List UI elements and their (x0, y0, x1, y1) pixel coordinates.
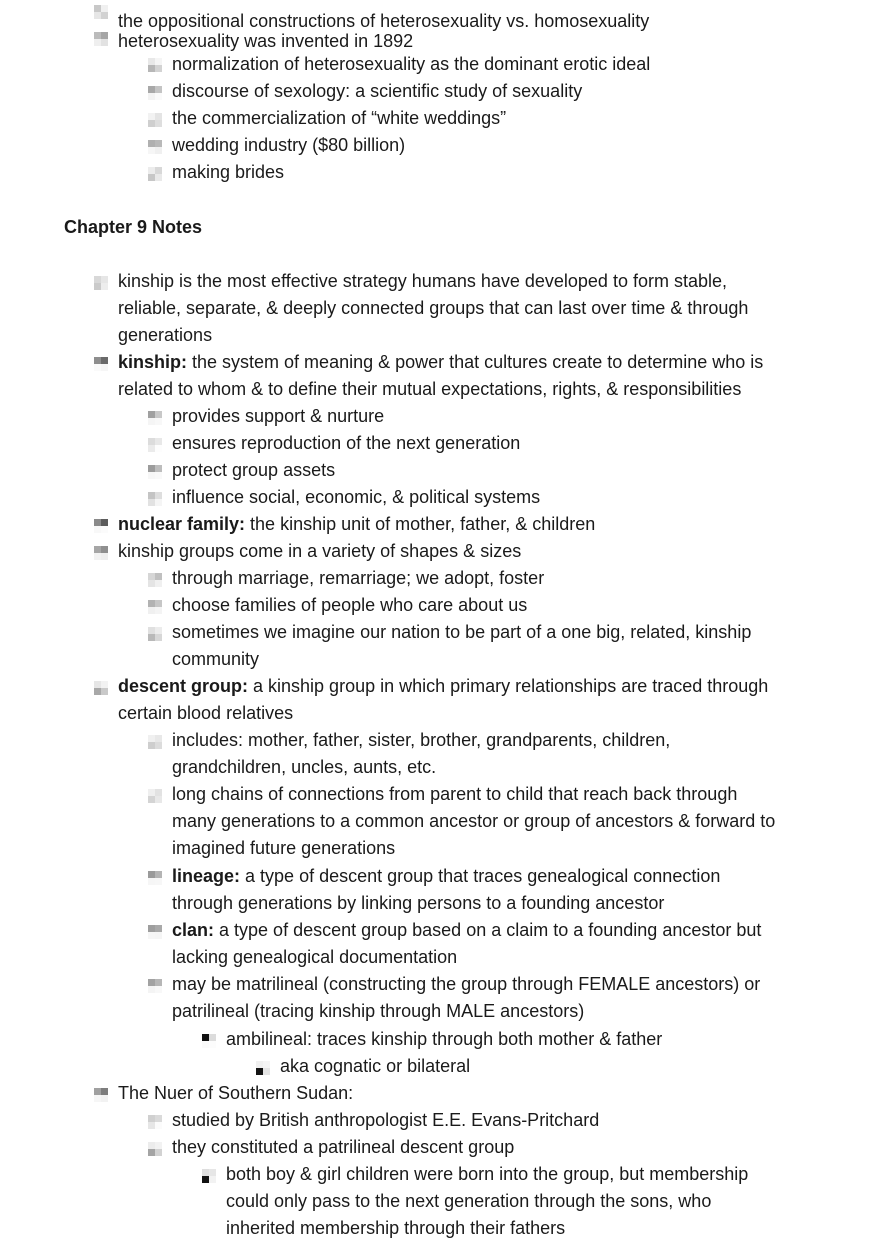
list-item-continuation: many generations to a common ancestor or group of ancestors & forward to (172, 811, 776, 831)
bullet-icon (148, 58, 162, 72)
bullet-icon (202, 1034, 216, 1048)
list-item: The Nuer of Southern Sudan: (118, 1083, 354, 1103)
bullet-icon (148, 979, 162, 993)
list-item: the oppositional constructions of heterosexuality vs. homosexuality (118, 11, 650, 31)
bullet-icon (148, 627, 162, 641)
list-item (118, 673, 768, 700)
list-item-continuation: certain blood relatives (118, 703, 294, 723)
list-item-continuation: lacking genealogical documentation (172, 947, 458, 967)
term: descent group: (118, 676, 249, 696)
bullet-icon (94, 546, 108, 560)
list-item: may be matrilineal (constructing the group through FEMALE ancestors) or (172, 974, 761, 994)
bullet-icon (202, 1169, 216, 1183)
list-item: discourse of sexology: a scientific study of sexuality (172, 81, 583, 101)
list-item: both boy & girl children were born into the group, but membership (226, 1164, 749, 1184)
list-item: wedding industry ($80 billion) (172, 135, 406, 155)
bullet-icon (256, 1061, 270, 1075)
bullet-icon (148, 438, 162, 452)
list-item: ensures reproduction of the next generation (172, 433, 521, 453)
term: nuclear family: (118, 514, 246, 534)
list-item-continuation: inherited membership through their fathers (226, 1218, 566, 1238)
list-item: sometimes we imagine our nation to be part of a one big, related, kinship (172, 622, 752, 642)
list-item: aka cognatic or bilateral (280, 1056, 471, 1076)
list-item: normalization of heterosexuality as the dominant erotic ideal (172, 54, 651, 74)
list-item: through marriage, remarriage; we adopt, foster (172, 568, 545, 588)
bullet-icon (148, 600, 162, 614)
list-item: includes: mother, father, sister, brother, grandparents, children, (172, 730, 671, 750)
bullet-icon (148, 411, 162, 425)
list-item-continuation: could only pass to the next generation through the sons, who (226, 1191, 712, 1211)
list-item-continuation: generations (118, 325, 213, 345)
list-item-continuation: community (172, 649, 260, 669)
bullet-icon (148, 86, 162, 100)
list-item: choose families of people who care about us (172, 595, 528, 615)
list-item: kinship is the most effective strategy humans have developed to form stable, (118, 271, 727, 291)
list-item (118, 511, 595, 538)
list-item: studied by British anthropologist E.E. Evans-Pritchard (172, 1110, 600, 1130)
bullet-icon (94, 276, 108, 290)
bullet-icon (148, 871, 162, 885)
list-item-continuation: patrilineal (tracing kinship through MALE ancestors) (172, 1001, 585, 1021)
list-item: making brides (172, 162, 285, 182)
bullet-icon (94, 519, 108, 533)
definition: the kinship unit of mother, father, & children (245, 514, 596, 534)
list-item: provides support & nurture (172, 406, 385, 426)
definition: a type of descent group that traces genealogical connection (240, 866, 721, 886)
bullet-icon (148, 465, 162, 479)
list-item-continuation: through generations by linking persons to a founding ancestor (172, 893, 665, 913)
term: kinship: (118, 352, 188, 372)
list-item-continuation: related to whom & to define their mutual expectations, rights, & responsibilities (118, 379, 742, 399)
section-heading: Chapter 9 Notes (64, 217, 203, 237)
bullet-icon (94, 1088, 108, 1102)
bullet-icon (94, 5, 108, 19)
bullet-icon (148, 573, 162, 587)
bullet-icon (148, 140, 162, 154)
list-item: heterosexuality was invented in 1892 (118, 31, 414, 51)
bullet-icon (148, 735, 162, 749)
list-item: long chains of connections from parent to child that reach back through (172, 784, 738, 804)
definition: the system of meaning & power that cultures create to determine who is (187, 352, 764, 372)
bullet-icon (148, 1115, 162, 1129)
bullet-icon (148, 492, 162, 506)
bullet-icon (148, 167, 162, 181)
list-item: influence social, economic, & political systems (172, 487, 541, 507)
list-item: they constituted a patrilineal descent group (172, 1137, 515, 1157)
list-item (118, 349, 763, 376)
bullet-icon (148, 113, 162, 127)
list-item-continuation: imagined future generations (172, 838, 396, 858)
bullet-icon (94, 681, 108, 695)
bullet-icon (94, 32, 108, 46)
bullet-icon (148, 925, 162, 939)
term: lineage: (172, 866, 241, 886)
term: clan: (172, 920, 215, 940)
list-item (172, 863, 720, 890)
definition: a type of descent group based on a claim to a founding ancestor but (214, 920, 762, 940)
bullet-icon (94, 357, 108, 371)
list-item (172, 917, 761, 944)
list-item-continuation: grandchildren, uncles, aunts, etc. (172, 757, 437, 777)
list-item: protect group assets (172, 460, 336, 480)
bullet-icon (148, 1142, 162, 1156)
list-item: kinship groups come in a variety of shapes & sizes (118, 541, 522, 561)
definition: a kinship group in which primary relationships are traced through (248, 676, 769, 696)
bullet-icon (148, 789, 162, 803)
list-item: ambilineal: traces kinship through both mother & father (226, 1029, 663, 1049)
list-item-continuation: reliable, separate, & deeply connected groups that can last over time & through (118, 298, 749, 318)
list-item: the commercialization of “white weddings” (172, 108, 507, 128)
